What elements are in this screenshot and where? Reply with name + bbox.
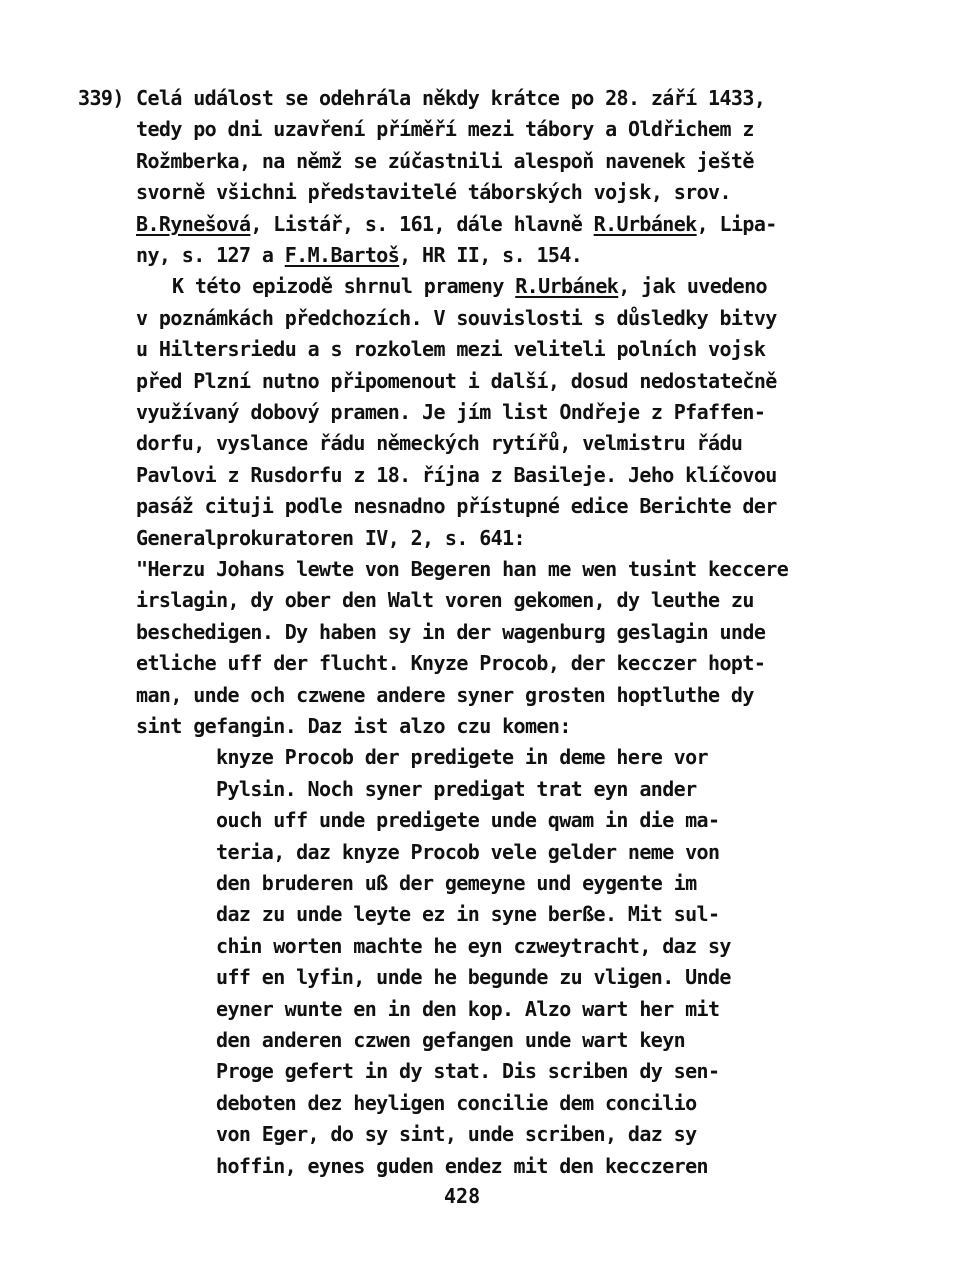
text-run: využívaný dobový pramen. Je jím list Ondřeje z Pfaffen- (136, 400, 766, 424)
text-run: Proge gefert in dy stat. Dis scriben dy sen- (216, 1059, 720, 1084)
text-run: daz zu unde leyte ez in syne berße. Mit sul- (216, 902, 720, 927)
quote-line (136, 649, 765, 677)
text-run: ouch uff unde predigete unde qwam in die ma- (216, 808, 720, 833)
text-run: "Herzu Johans lewte von Begeren han me wen tusint keccere (136, 557, 789, 581)
paragraph-line (136, 398, 765, 426)
paragraph-line (136, 492, 777, 520)
underlined-citation: B.Rynešová (136, 211, 251, 236)
paragraph-line (136, 367, 777, 395)
text-run: , Listář, s. 161, dále hlavně (250, 211, 594, 236)
underlined-citation: R.Urbánek (515, 274, 619, 299)
text-run: svorně všichni představitelé táborských vojsk, srov. (136, 180, 731, 205)
paragraph-line (136, 524, 525, 552)
text-run: man, unde och czwene andere syner grosten hoptluthe dy (136, 682, 754, 707)
text-run: Rožmberka, na němž se zúčastnili alespoň navenek ještě (136, 148, 754, 173)
text-run: K této epizodě shrnul prameny (172, 274, 516, 299)
text-run: teria, daz knyze Procob vele gelder neme von (216, 839, 720, 864)
text-run: Pavlovi z Rusdorfu z 18. října z Basileje. Jeho klíčovou (136, 462, 777, 487)
text-run: knyze Procob der predigete in deme here vor (216, 745, 708, 770)
quote-line (136, 555, 788, 583)
text-run: etliche uff der flucht. Knyze Procob, der kecczer hopt- (136, 651, 766, 676)
text-run: ny, s. 127 a (136, 243, 285, 267)
footnote-line (136, 84, 765, 112)
indented-quote-line (216, 1057, 719, 1085)
indented-quote-line (216, 1152, 708, 1180)
text-run: pasáž cituji podle nesnadno přístupné edice Berichte der (136, 494, 777, 519)
text-run: hoffin, eynes guden endez mit den kecczeren (216, 1153, 708, 1178)
text-run: sint gefangin. Daz ist alzo czu komen: (136, 714, 571, 738)
text-run: Celá událost se odehrála někdy krátce po 28. září 1433, (136, 86, 766, 110)
paragraph-line (136, 335, 765, 363)
text-run: uff en lyfin, unde he begunde zu vligen. Unde (216, 965, 731, 990)
indented-quote-line (216, 1120, 697, 1148)
footnote-line (136, 147, 754, 175)
text-run: chin worten machte he eyn czweytracht, daz sy (216, 933, 731, 958)
text-run: beschedigen. Dy haben sy in der wagenburg geslagin unde (136, 619, 766, 644)
quote-line (136, 712, 571, 740)
text-run: tedy po dni uzavření příměří mezi tábory a Oldřichem z (136, 117, 754, 142)
text-run: irslagin, dy ober den Walt voren gekomen, dy leuthe zu (136, 588, 754, 613)
quote-line (136, 681, 754, 709)
indented-quote-line (216, 869, 697, 897)
text-run: , jak uvedeno (618, 274, 767, 299)
paragraph-line (136, 461, 777, 489)
paragraph-line (172, 272, 767, 300)
text-run: u Hiltersriedu a s rozkolem mezi veliteli polních vojsk (136, 337, 766, 362)
indented-quote-line (216, 806, 719, 834)
indented-quote-line (216, 743, 708, 771)
text-run: , HR II, s. 154. (399, 243, 583, 267)
indented-quote-line (216, 900, 719, 928)
underlined-citation: F.M.Bartoš (284, 243, 400, 267)
indented-quote-line (216, 775, 697, 803)
text-run: v poznámkách předchozích. V souvislosti s důsledky bitvy (136, 305, 777, 330)
indented-quote-line (216, 995, 719, 1023)
indented-quote-line (216, 1026, 685, 1054)
page-number: 428 (444, 1184, 481, 1208)
footnote-number: 339) (78, 86, 124, 110)
footnote-line (136, 241, 582, 269)
paragraph-line (136, 304, 777, 332)
text-run: před Plzní nutno připomenout i další, dosud nedostatečně (136, 368, 777, 393)
text-run: den bruderen uß der gemeyne und eygente im (216, 871, 697, 895)
text-run: Pylsin. Noch syner predigat trat eyn ander (216, 776, 697, 801)
text-run: Generalprokuratoren IV, 2, s. 641: (136, 525, 525, 550)
text-run: deboten dez heyligen concilie dem concilio (216, 1090, 697, 1115)
indented-quote-line (216, 932, 731, 960)
footnote-line (136, 115, 754, 143)
text-run: eyner wunte en in den kop. Alzo wart her mit (216, 996, 720, 1021)
footnote-line (136, 178, 731, 206)
text-run: den anderen czwen gefangen unde wart keyn (216, 1028, 686, 1052)
quote-line (136, 618, 765, 646)
indented-quote-line (216, 1089, 697, 1117)
paragraph-line (136, 429, 742, 457)
indented-quote-line (216, 963, 731, 991)
footnote-line (136, 210, 777, 238)
text-run: dorfu, vyslance řádu německých rytířů, velmistru řádu (136, 431, 743, 456)
underlined-citation: R.Urbánek (593, 211, 697, 236)
quote-line (136, 586, 754, 614)
text-run: , Lipa- (696, 211, 777, 236)
indented-quote-line (216, 838, 719, 866)
text-run: von Eger, do sy sint, unde scriben, daz sy (216, 1122, 697, 1147)
